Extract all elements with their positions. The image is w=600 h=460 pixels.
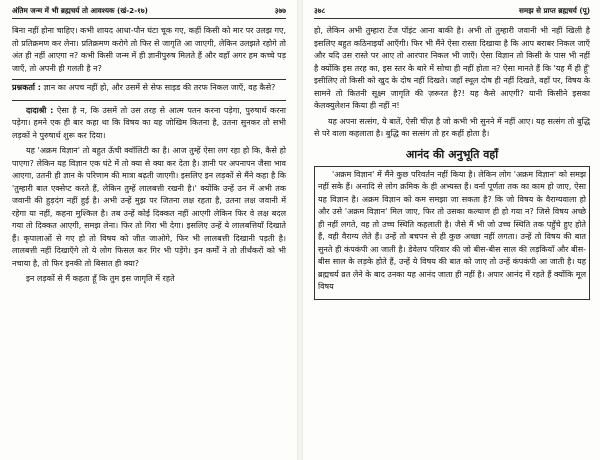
answer-paragraph	[12, 105, 286, 143]
right-boxed-passage	[314, 166, 590, 300]
question-text: ज्ञान का अपच नहीं हो, और उसमें से सेफ साइड की तरफ निकल जाएँ, वह कैसे?	[43, 83, 276, 92]
left-page-header	[12, 6, 286, 19]
right-page-header	[314, 6, 590, 19]
left-paragraph-2: यह 'अक्रम विज्ञान' तो बहुत ऊँची क्वॉलिटी का है। आज तुम्हें ऐसा लग रहा हो कि, कैसे हो पाएगा? लेकिन यह विज्ञान एक घंटे में तो क्या से क्या कर देता है। ज्ञानी पर अपनापन जैसा भाव आएगा, उतनी ही ज्ञान के परिणाम की मात्रा बढ़ती जाएगी। इसलिए इन लड़कों से मैंने कहा है कि 'तुम्हारी बात एक्सेप्ट करते हैं, लेकिन तुम्हें लालबत्ती रखनी है।' क्योंकि उन्हें उन में अभी तक जवानी की हुड़दंग नहीं हुई है। अभी उन्हें मुझ पर जितना लक्ष रहता है, उतना लक्ष जवानी में रहेगा या नहीं, कहना मुश्किल है। तब उन्हें कोई दिक्कत नहीं आएगी लेकिन फिर वे लक्ष बदल गया तो दिक्कत आएगी, समझ लेना। फिर तो गिरा भी देगा। इसलिए उन्हें ये लालबत्तियाँ दिखाते हैं। कृपालाओं से गए हो तो विषय को जीत जाओगे, फिर भी लालबत्ती दिखानी पड़ती है। लालबत्ती नहीं दिखाएँगे तो ये लोग फिसल कर गिर भी पड़ेंगे। इन कर्मों ने तो तीर्थंकरों को भी नचाया है, तो फिर इनकी तो बिसात ही क्या?	[12, 146, 286, 268]
question-paragraph	[12, 82, 286, 95]
right-page-number: ३७८	[314, 6, 326, 15]
left-page-number: ३७७	[274, 6, 286, 15]
right-paragraph-3: 'अक्रम विज्ञान' में मैंने कुछ परिवर्तन नहीं किया है। लेकिन लोग 'अक्रम विज्ञान' को समझ नहीं सके हैं। अनादि से लोग क्रमिक के ही अभ्यस्त हैं। वर्ना पूर्णता तक का काम हो जाए, ऐसा यह विज्ञान है। अक्रम विज्ञान को कम समझा जा सकता है? कि जो विषय के वैराग्यवाला हो और उसे 'अक्रम विज्ञान' मिल जाए, फिर तो उसका कल्याण ही हो गया न? जिसे विषय अच्छे ही नहीं लगते, वह तो उच्च स्थिति कहलाती है। जैसे मैं भी जो उच्च स्थिति तक पहुँचे हुए होते हैं, वही वैराग्य लेते हैं। उन्हें तो बचपन से ही कुछ अच्छा नहीं लगता। उन्हें तो विषय की बात सुनते ही कंपकंपी आ जाती है। डेवेलप परिवार की जो बीस-बीस साल की लड़कियाँ और बीस-बीस साल के लड़के होते हैं, उन्हें ये विषय की बात को जाए तो उन्हें कंपकंपी आ जाती है। यह ब्रह्मचर्य व्रत लेने के बाद उनका यह आनंद जाता ही नहीं है। अपार आनंद में रहते हैं क्योंकि मूल विषय	[318, 169, 586, 291]
questioner-label: प्रश्नकर्ता :	[12, 83, 41, 92]
book-gutter	[297, 0, 303, 460]
section-heading: आनंद की अनुभूति वहाँ	[405, 147, 499, 161]
right-page	[304, 0, 600, 460]
answer-text: ऐसा है न, कि उसमें तो उस तरह से आत्म पतन करना पड़ेगा, पुरुषार्थ करना पड़ेगा। हमने एक ही बार कहा था कि विषय का यह जोखिम कितना है, उतना सुनकर तो सभी लड़कों ने पुरुषार्थ शुरू कर दिया।	[12, 105, 286, 140]
left-paragraph-3: इन लड़कों से मैं कहता हूँ कि तुम इस जागृति में रहते	[26, 274, 175, 283]
question-box	[12, 79, 286, 101]
dadashri-label: दादाश्री :	[26, 105, 54, 115]
right-header-title: समझ से प्राप्त ब्रह्मचर्य (पू)	[519, 6, 590, 15]
left-header-title: अंतिम जन्म में भी ब्रह्मचर्य तो आवश्यक (खं-2-१७)	[12, 6, 148, 15]
left-paragraph-1: बिना नहीं होना चाहिए। कभी शायद आधा-पौन घंटा चूक गए, कहीं किसी को मार पर उलझ गए, तो प्रतिक्रमण कर लेना। प्रतिक्रमण करोगे तो फिर से जागृति आ जाएगी, लेकिन उलझते रहोगे तो अंत ही नहीं आएगा न? कभी किसी जन्म में ही ज्ञानीपुरुष मिलते हैं और वहाँ अगर हम कच्चे पड़ जाएँ, तो अपनी ही गलती है न?	[12, 26, 286, 73]
left-page	[0, 0, 296, 460]
right-paragraph-2: यह अपना सत्संग, ये बातें, ऐसी चीज़ है जो कभी भी सुनने में नहीं आए। यह सत्संग तो बुद्धि से परे वाला कहलाता है। बुद्धि का सत्संग तो हर कहीं होता है।	[314, 116, 590, 138]
right-paragraph-1: हो, लेकिन अभी तुम्हारा टेंज पॉइंट आना बाकी है। अभी तो तुम्हारी जवानी भी नहीं खिली है इसलिए बहुत कठिनाइयाँ आएँगी। फिर भी मैंने ऐसा रास्ता दिखाया है कि आप बराबर निकल जाएँ और यदि उस रास्ते पर आए तो आरपार निकल भी जाएँ। ऐसा विज्ञान तो किसी के पास भी नहीं है क्योंकि इस तरह का, इस स्तर के बारे में सोचा ही नहीं होता न? ऐसा मानते हैं कि 'यह मैं ही हूँ' इसीलिए तो किसी को खुद के दोष नहीं दिखते। जहाँ स्थूल दोष ही नहीं दिखते, वहाँ पर, विषय के सामने तो कितनी सूक्ष्म जागृति की ज़रूरत है?! यह कैसे आएगी? यानी किसीने इसका केलक्युलेशन किया ही नहीं न!	[314, 26, 590, 110]
